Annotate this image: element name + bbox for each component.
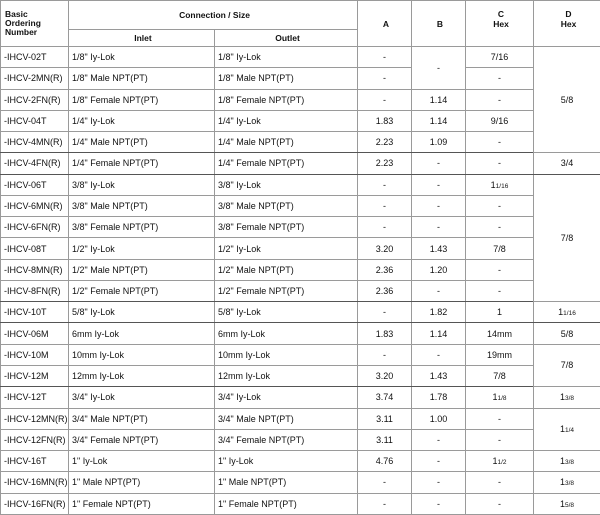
inlet-cell: 1/8" Iy-Lok (69, 47, 215, 68)
a-cell: 3.11 (358, 408, 412, 429)
inlet-cell: 5/8" Iy-Lok (69, 302, 215, 323)
ordering-number-cell: -IHCV-16T (1, 451, 69, 472)
outlet-cell: 3/8" Iy-Lok (215, 174, 358, 195)
a-cell: - (358, 217, 412, 238)
a-cell: - (358, 47, 412, 68)
inlet-cell: 1/4" Male NPT(PT) (69, 132, 215, 153)
c-cell: 7/8 (466, 238, 534, 259)
ordering-number-cell: -IHCV-12T (1, 387, 69, 408)
table-row (1, 493, 600, 514)
a-cell: - (358, 68, 412, 89)
a-cell: - (358, 493, 412, 514)
inlet-cell: 1" Iy-Lok (69, 451, 215, 472)
b-cell: - (412, 217, 466, 238)
c-cell: - (466, 259, 534, 280)
a-cell: 1.83 (358, 323, 412, 344)
c-cell: - (466, 132, 534, 153)
a-cell: 2.36 (358, 259, 412, 280)
outlet-cell: 3/8" Female NPT(PT) (215, 217, 358, 238)
ordering-number-cell: -IHCV-2FN(R) (1, 89, 69, 110)
inlet-cell: 1" Male NPT(PT) (69, 472, 215, 493)
ordering-number-cell: -IHCV-10M (1, 344, 69, 365)
b-cell: - (412, 195, 466, 216)
b-cell: - (412, 174, 466, 195)
inlet-cell: 3/4" Male NPT(PT) (69, 408, 215, 429)
ordering-number-cell: -IHCV-08T (1, 238, 69, 259)
table-row (1, 68, 600, 89)
b-cell: 1.09 (412, 132, 466, 153)
table-row (1, 153, 600, 174)
table-row (1, 451, 600, 472)
table-row (1, 47, 600, 68)
ordering-number-cell: -IHCV-06T (1, 174, 69, 195)
inlet-cell: 1/4" Female NPT(PT) (69, 153, 215, 174)
c-cell: 7/8 (466, 365, 534, 386)
a-cell: 3.20 (358, 238, 412, 259)
ordering-number-cell: -IHCV-06M (1, 323, 69, 344)
ordering-number-cell: -IHCV-2MN(R) (1, 68, 69, 89)
inlet-cell: 3/8" Female NPT(PT) (69, 217, 215, 238)
table-row (1, 429, 600, 450)
c-cell: - (466, 89, 534, 110)
header-b: B (412, 1, 466, 47)
table-row (1, 280, 600, 301)
outlet-cell: 3/4" Iy-Lok (215, 387, 358, 408)
c-cell: 11/2 (466, 451, 534, 472)
ordering-number-cell: -IHCV-16FN(R) (1, 493, 69, 514)
header-basic-ordering-number: Basic Ordering Number (1, 1, 69, 47)
c-cell: - (466, 195, 534, 216)
a-cell: 2.23 (358, 132, 412, 153)
header-c-hex: C Hex (466, 1, 534, 47)
table-row (1, 472, 600, 493)
table-row (1, 110, 600, 131)
b-cell: 1.78 (412, 387, 466, 408)
inlet-cell: 1/8" Female NPT(PT) (69, 89, 215, 110)
inlet-cell: 12mm Iy-Lok (69, 365, 215, 386)
c-cell: 11/16 (466, 174, 534, 195)
c-cell: 9/16 (466, 110, 534, 131)
b-cell: 1.43 (412, 238, 466, 259)
d-cell: 11/4 (534, 408, 600, 451)
ordering-number-cell: -IHCV-8FN(R) (1, 280, 69, 301)
b-cell: 1.14 (412, 110, 466, 131)
outlet-cell: 1/4" Male NPT(PT) (215, 132, 358, 153)
table-row (1, 217, 600, 238)
outlet-cell: 1/8" Male NPT(PT) (215, 68, 358, 89)
outlet-cell: 10mm Iy-Lok (215, 344, 358, 365)
inlet-cell: 6mm Iy-Lok (69, 323, 215, 344)
outlet-cell: 1/2" Female NPT(PT) (215, 280, 358, 301)
ordering-number-cell: -IHCV-12MN(R) (1, 408, 69, 429)
ordering-number-cell: -IHCV-02T (1, 47, 69, 68)
d-cell: 13/8 (534, 451, 600, 472)
ordering-number-cell: -IHCV-4FN(R) (1, 153, 69, 174)
ordering-number-cell: -IHCV-12M (1, 365, 69, 386)
inlet-cell: 1/2" Female NPT(PT) (69, 280, 215, 301)
outlet-cell: 3/4" Female NPT(PT) (215, 429, 358, 450)
table-row (1, 408, 600, 429)
ordering-number-cell: -IHCV-4MN(R) (1, 132, 69, 153)
c-cell: - (466, 408, 534, 429)
c-cell: - (466, 68, 534, 89)
b-cell: - (412, 493, 466, 514)
c-cell: 1 (466, 302, 534, 323)
inlet-cell: 1/8" Male NPT(PT) (69, 68, 215, 89)
b-cell: 1.43 (412, 365, 466, 386)
outlet-cell: 3/4" Male NPT(PT) (215, 408, 358, 429)
header-connection-size: Connection / Size (69, 1, 358, 30)
outlet-cell: 1/2" Male NPT(PT) (215, 259, 358, 280)
b-cell: 1.82 (412, 302, 466, 323)
a-cell: 2.36 (358, 280, 412, 301)
b-cell: - (412, 280, 466, 301)
ordering-number-cell: -IHCV-12FN(R) (1, 429, 69, 450)
table-row (1, 89, 600, 110)
b-cell: - (412, 472, 466, 493)
table-row (1, 344, 600, 365)
a-cell: - (358, 472, 412, 493)
inlet-cell: 1" Female NPT(PT) (69, 493, 215, 514)
b-cell: 1.14 (412, 89, 466, 110)
table-row (1, 238, 600, 259)
table-row (1, 302, 600, 323)
c-cell: 19mm (466, 344, 534, 365)
a-cell: - (358, 195, 412, 216)
c-cell: - (466, 153, 534, 174)
c-cell: - (466, 472, 534, 493)
c-cell: 14mm (466, 323, 534, 344)
table-row (1, 323, 600, 344)
a-cell: - (358, 174, 412, 195)
d-cell: 5/8 (534, 323, 600, 344)
outlet-cell: 5/8" Iy-Lok (215, 302, 358, 323)
ordering-number-cell: -IHCV-10T (1, 302, 69, 323)
ordering-number-cell: -IHCV-6MN(R) (1, 195, 69, 216)
outlet-cell: 6mm Iy-Lok (215, 323, 358, 344)
d-cell: 13/8 (534, 387, 600, 408)
inlet-cell: 3/4" Iy-Lok (69, 387, 215, 408)
outlet-cell: 1/4" Female NPT(PT) (215, 153, 358, 174)
outlet-cell: 12mm Iy-Lok (215, 365, 358, 386)
b-cell: - (412, 344, 466, 365)
inlet-cell: 3/4" Female NPT(PT) (69, 429, 215, 450)
b-cell: 1.00 (412, 408, 466, 429)
inlet-cell: 1/2" Iy-Lok (69, 238, 215, 259)
c-cell: - (466, 493, 534, 514)
outlet-cell: 1/4" Iy-Lok (215, 110, 358, 131)
c-cell: 7/16 (466, 47, 534, 68)
c-cell: - (466, 280, 534, 301)
outlet-cell: 1/8" Female NPT(PT) (215, 89, 358, 110)
c-cell: - (466, 217, 534, 238)
table-row (1, 132, 600, 153)
table-row (1, 195, 600, 216)
inlet-cell: 10mm Iy-Lok (69, 344, 215, 365)
ordering-number-cell: -IHCV-8MN(R) (1, 259, 69, 280)
d-cell: 5/8 (534, 47, 600, 153)
ordering-number-cell: -IHCV-04T (1, 110, 69, 131)
ordering-number-cell: -IHCV-16MN(R) (1, 472, 69, 493)
b-cell: - (412, 451, 466, 472)
b-cell: - (412, 153, 466, 174)
a-cell: 4.76 (358, 451, 412, 472)
table-row (1, 259, 600, 280)
d-cell: 13/8 (534, 472, 600, 493)
header-outlet: Outlet (215, 30, 358, 47)
a-cell: 2.23 (358, 153, 412, 174)
d-cell: 15/8 (534, 493, 600, 514)
outlet-cell: 1" Female NPT(PT) (215, 493, 358, 514)
table-row (1, 174, 600, 195)
inlet-cell: 1/4" Iy-Lok (69, 110, 215, 131)
inlet-cell: 1/2" Male NPT(PT) (69, 259, 215, 280)
a-cell: 1.83 (358, 110, 412, 131)
b-cell: 1.20 (412, 259, 466, 280)
a-cell: 3.11 (358, 429, 412, 450)
d-cell: 11/16 (534, 302, 600, 323)
a-cell: - (358, 89, 412, 110)
b-cell: 1.14 (412, 323, 466, 344)
outlet-cell: 1" Iy-Lok (215, 451, 358, 472)
inlet-cell: 3/8" Iy-Lok (69, 174, 215, 195)
b-cell: - (412, 429, 466, 450)
c-cell: 11/8 (466, 387, 534, 408)
outlet-cell: 1" Male NPT(PT) (215, 472, 358, 493)
a-cell: 3.20 (358, 365, 412, 386)
a-cell: - (358, 344, 412, 365)
d-cell: 7/8 (534, 174, 600, 302)
table-row (1, 387, 600, 408)
table-row (1, 365, 600, 386)
outlet-cell: 3/8" Male NPT(PT) (215, 195, 358, 216)
c-cell: - (466, 429, 534, 450)
a-cell: - (358, 302, 412, 323)
d-cell: 7/8 (534, 344, 600, 387)
header-d-hex: D Hex (534, 1, 600, 47)
ordering-number-cell: -IHCV-6FN(R) (1, 217, 69, 238)
header-a: A (358, 1, 412, 47)
inlet-cell: 3/8" Male NPT(PT) (69, 195, 215, 216)
outlet-cell: 1/2" Iy-Lok (215, 238, 358, 259)
b-cell: - (412, 47, 466, 90)
outlet-cell: 1/8" Iy-Lok (215, 47, 358, 68)
d-cell: 3/4 (534, 153, 600, 174)
a-cell: 3.74 (358, 387, 412, 408)
header-inlet: Inlet (69, 30, 215, 47)
